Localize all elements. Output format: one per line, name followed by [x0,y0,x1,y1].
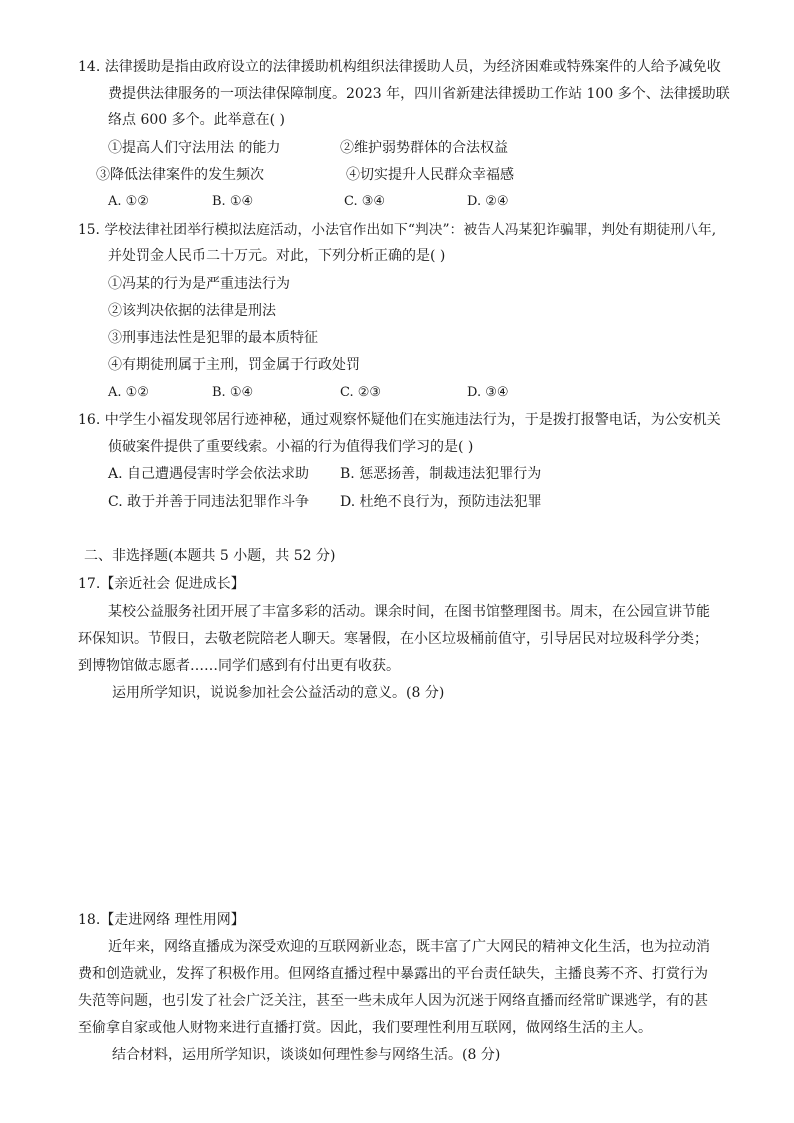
q14-option-b: B. ①④ [212,194,254,209]
q18-material-line1: 近年来，网络直播成为深受欢迎的互联网新业态，既丰富了广大网民的精神文化生活，也为拉动消 [108,939,710,955]
q16-option-a: A. 自己遭遇侵害时学会依法求助 [108,466,310,482]
q14-stem-line2: 费提供法律服务的一项法律保障制度。2023 年，四川省新建法律援助工作站 100 多个、法律援助联 [108,86,730,102]
q15-stem-line1: 15. 学校法律社团举行模拟法庭活动，小法官作出如下“判决”：被告人冯某犯诈骗罪，判处有期徒刑八年, [78,222,717,238]
q16-stem-line1: 16. 中学生小福发现邻居行迹神秘，通过观察怀疑他们在实施违法行为，于是拨打报警电话，为公安机关 [78,412,721,428]
q14-item-2: ②维护弱势群体的合法权益 [340,140,508,156]
q15-option-d: D. ③④ [467,385,509,400]
q18-material-line2: 费和创造就业，发挥了积极作用。但网络直播过程中暴露出的平台责任缺失，主播良莠不齐、打赏行为 [78,966,708,982]
q15-option-a: A. ①② [108,385,149,400]
q15-item-3: ③刑事违法性是犯罪的最本质特征 [108,330,318,346]
q14-item-3: ③降低法律案件的发生频次 [96,167,264,183]
q18-material-line4: 至偷拿自家或他人财物来进行直播打赏。因此，我们要理性利用互联网，做网络生活的主人。 [78,1020,652,1036]
q14-item-1: ①提高人们守法用法 的能力 [108,140,281,156]
q17-material-line3: 到博物馆做志愿者……同学们感到有付出更有收获。 [78,658,400,674]
q17-material-line2: 环保知识。节假日，去敬老院陪老人聊天。寒暑假，在小区垃圾桶前值守，引导居民对垃圾科学分类； [78,631,708,647]
q15-item-4: ④有期徒刑属于主刑，罚金属于行政处罚 [108,357,360,373]
q14-option-d: D. ②④ [467,194,509,209]
q18-material-line3: 失范等问题，也引发了社会广泛关注，甚至一些未成年人因为沉迷于网络直播而经常旷课逃学，有的甚 [78,993,708,1009]
q16-option-d: D. 杜绝不良行为，预防违法犯罪 [340,494,542,510]
q15-item-2: ②该判决依据的法律是刑法 [108,303,276,319]
q17-answer-space [78,710,718,900]
q17-prompt: 运用所学知识，说说参加社会公益活动的意义。(8 分) [112,685,445,701]
q18-prompt: 结合材料，运用所学知识，谈谈如何理性参与网络生活。(8 分) [112,1047,501,1063]
q14-option-a: A. ①② [108,194,149,209]
q14-option-c: C. ③④ [344,194,386,209]
q15-item-1: ①冯某的行为是严重违法行为 [108,276,290,292]
q14-item-4: ④切实提升人民群众幸福感 [346,167,514,183]
section-heading-non-choice: 二、非选择题(本题共 5 小题，共 52 分) [84,548,336,564]
q14-stem-line1: 14. 法律援助是指由政府设立的法律援助机构组织法律援助人员，为经济困难或特殊案件的人给予减免收 [78,59,721,75]
q16-stem-line2: 侦破案件提供了重要线索。小福的行为值得我们学习的是( ) [108,439,474,455]
q16-option-b: B. 惩恶扬善，制裁违法犯罪行为 [340,466,542,482]
q18-title: 18.【走进网络 理性用网】 [78,912,245,928]
q15-option-b: B. ①④ [212,385,254,400]
q17-title: 17.【亲近社会 促进成长】 [78,576,245,592]
q15-stem-line2: 并处罚金人民币二十万元。对此，下列分析正确的是( ) [108,248,446,264]
q16-option-c: C. 敢于并善于同违法犯罪作斗争 [108,494,310,510]
q15-option-c: C. ②③ [340,385,382,400]
q17-material-line1: 某校公益服务社团开展了丰富多彩的活动。课余时间，在图书馆整理图书。周末，在公园宣讲节能 [108,604,710,620]
q14-stem-line3: 络点 600 多个。此举意在( ) [108,112,285,128]
